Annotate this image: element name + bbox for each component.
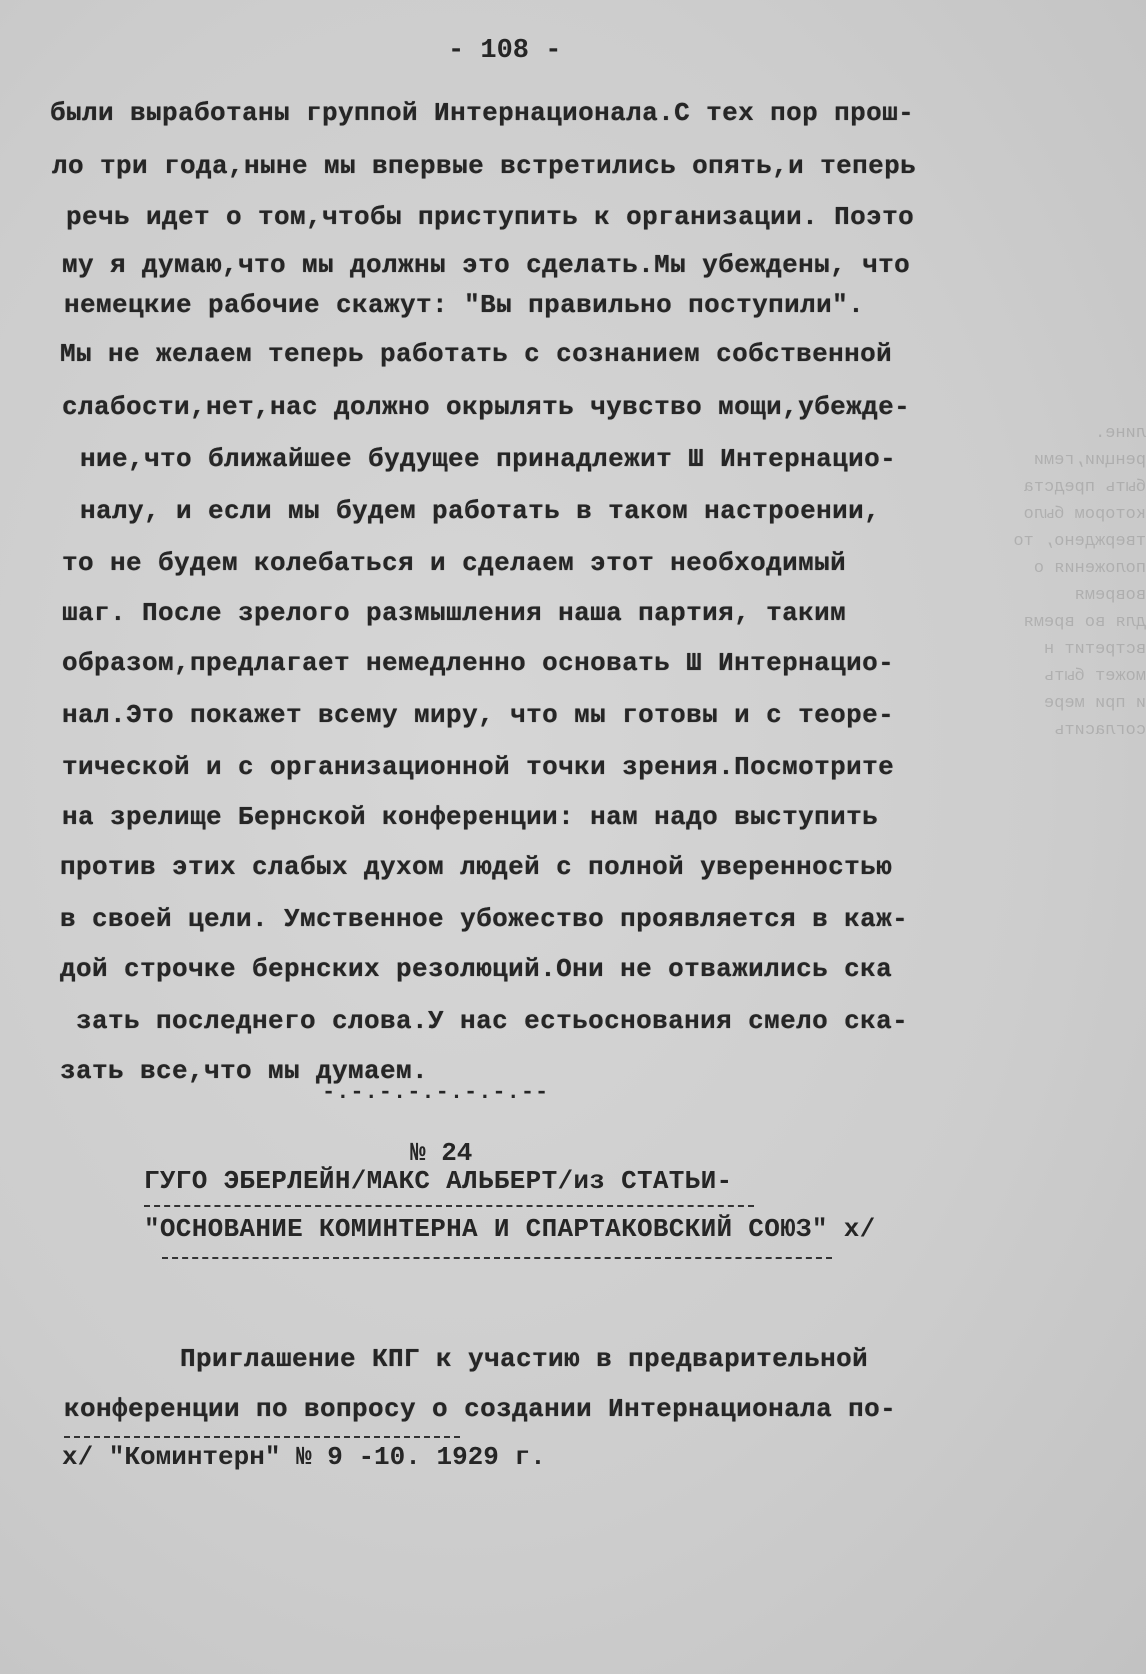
- heading-underline: [162, 1257, 832, 1259]
- body-line: против этих слабых духом людей с полной уверенностью: [60, 852, 893, 882]
- body-line: шаг. После зрелого размышления наша партия, таким: [62, 598, 847, 628]
- document-heading-line: "ОСНОВАНИЕ КОМИНТЕРНА И СПАРТАКОВСКИЙ СОЮЗ" х/: [144, 1214, 876, 1244]
- bleed-through-text: лине. ренции,геми быть предста котором было тверждено, то положения о вовремя для во время встретит н может быть и при мере согласить: [1013, 424, 1146, 740]
- body-line: немецкие рабочие скажут: "Вы правильно поступили".: [64, 290, 865, 320]
- document-heading-line: ГУГО ЭБЕРЛЕЙН/МАКС АЛЬБЕРТ/из СТАТЬИ-: [144, 1166, 733, 1196]
- body-line: ло три года,ныне мы впервые встретились опять,и теперь: [52, 151, 917, 181]
- body-line: на зрелище Бернской конференции: нам надо выступить: [62, 802, 879, 832]
- body-line: нал.Это покажет всему миру, что мы готовы и с теоре-: [62, 700, 895, 730]
- body-line: то не будем колебаться и сделаем этот необходимый: [62, 548, 847, 578]
- body-line: в своей цели. Умственное убожество проявляется в каж-: [60, 904, 909, 934]
- intro-line: конференции по вопросу о создании Интернационала по-: [64, 1394, 897, 1424]
- body-line: налу, и если мы будем работать в таком настроении,: [80, 496, 881, 526]
- body-line: му я думаю,что мы должны это сделать.Мы убеждены, что: [62, 250, 911, 280]
- page-number: - 108 -: [448, 36, 562, 66]
- intro-line: Приглашение КПГ к участию в предварительной: [180, 1344, 869, 1374]
- body-line: зать последнего слова.У нас естьоснования смело ска-: [76, 1006, 909, 1036]
- body-line: Мы не желаем теперь работать с сознанием собственной: [60, 339, 893, 369]
- body-line: образом,предлагает немедленно основать Ш Интернацио-: [62, 648, 895, 678]
- section-divider: -.-.-.-.-.-.-.--: [322, 1080, 550, 1105]
- body-line: были выработаны группой Интернационала.С тех пор прош-: [50, 98, 915, 128]
- body-line: слабости,нет,нас должно окрылять чувство мощи,убежде-: [62, 392, 911, 422]
- document-number: № 24: [410, 1138, 473, 1168]
- footnote: х/ "Коминтерн" № 9 -10. 1929 г.: [62, 1442, 546, 1472]
- heading-underline: [144, 1205, 754, 1207]
- footnote-separator: [64, 1436, 460, 1438]
- body-line: речь идет о том,чтобы приступить к организации. Поэто: [66, 202, 915, 232]
- body-line: ние,что ближайшее будущее принадлежит Ш Интернацио-: [80, 444, 897, 474]
- body-line: зать все,что мы думаем.: [60, 1056, 429, 1086]
- body-line: тической и с организационной точки зрения.Посмотрите: [62, 752, 895, 782]
- body-line: дой строчке бернских резолюций.Они не отважились ска: [60, 954, 893, 984]
